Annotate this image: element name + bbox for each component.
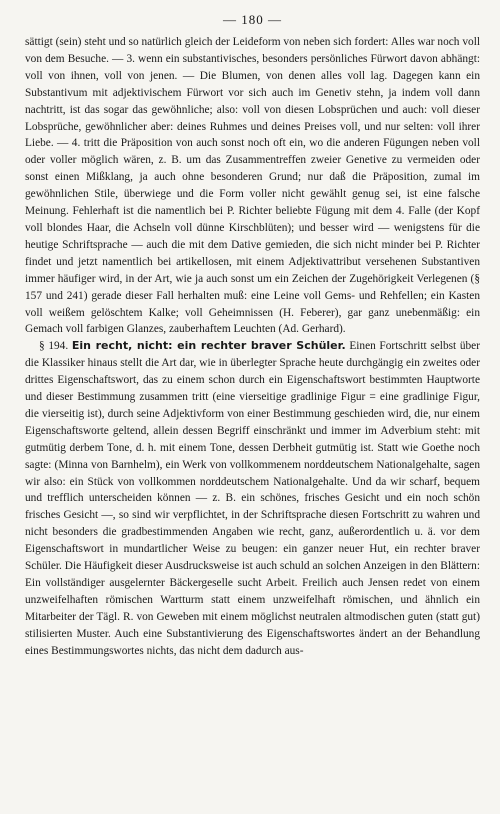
section-194	[25, 338, 480, 659]
section-number: § 194.	[39, 340, 69, 353]
page-body	[25, 34, 480, 660]
section-title: Ein recht, nicht: ein rechter braver Schüler.	[71, 339, 346, 353]
paragraph-continuation: sättigt (sein) steht und so natürlich gleich der Leideform von neben sich fordert: Alles war noch voll von dem Besuche. — 3. wenn ein substantivisches, besonders persönliches Fürwort davon abhängt: voll von ihnen, voll von jenen. — Die Blumen, von denen alles voll lag. Dagegen kann ein Substantivum mit adjektivischem Fürwort vor sich auch im Genetiv stehn, ja indem voll dann nachtritt, ist das sogar das gewöhnliche; also: voll von diesen Lobsprüchen und auch: voll dieser Lobsprüche, gewöhnlicher aber: deines Ruhmes und deines Preises voll, und nur selten: voll ihrer Liebe. — 4. tritt die Präposition von auch sonst noch oft ein, wo die anderen Fügungen neben voll oder voller möglich wären, z. B. um das Zusammentreffen zweier Genetive zu vermeiden oder sonst einen Mißklang, ja auch ohne besonderen Grund; nur daß die Präposition, zumal im gewöhnlichen Stile, überwiege und die Form voller nicht gewählt genug sei, ist eine falsche Meinung. Fehlerhaft ist die namentlich bei P. Richter beliebte Fügung mit dem 4. Falle (der Kopf voll blondes Haar, die Achseln voll dünne Kirschblüten); und besser wird — wenigstens für die heutige Schriftsprache — auch die mit dem Dative gemieden, die sich nicht minder bei P. Richter findet und jetzt namentlich bei artikellosen, mit einem Adjektivattribut versehenen Substantiven immer häufiger wird, in der Art, wie ja auch sonst um ein Zeichen der Zugehörigkeit Verlegenen (§ 157 und 241) gerade dieser Fall herhalten muß: eine Leine voll Gems- und Rehfellen; ein Kasten voll weißem gelöschtem Kalke; voll Geheimnissen (H. Feberer), gar ganz unebenmäßig: ein Gemach voll farbigen Glanzes, zauberhaftem Leuchten (Ad. Gerhard).	[25, 36, 480, 336]
page-number: — 180 —	[223, 12, 282, 27]
section-body: Einen Fortschritt selbst über die Klassiker hinaus stellt die Art dar, wie in überlegter Sprache heute durchgängig ein zweites oder drittes Eigenschaftswort, das zu einem schon durch ein Eigenschaftswort bestimmten Hauptworte und dieser Bestimmung zusammen tritt (eine vierseitige gradlinige Figur = eine gradlinige Figur, die vierseitig ist), durch seine Adjektivform von einer Bestimmung geschieden wird, die, nur einem Eigenschaftsworte geltend, allein dessen Begriff einschränkt und immer im Adverbium steht: mit gutmütig derbem Tone, d. h. mit einem Tone, dessen Derbheit gutmütig ist. Statt wie Goethe noch sagte: (Minna von Barnhelm), ein Werk von vollkommenem norddeutschem Nationalgehalte, sagen wir also: ein Stück von vollkommen norddeutschem Nationalgehalte. Und da wir scharf, bequem und trefflich unterscheiden können — z. B. ein schönes, frisches Gesicht und ein noch schön frisches Gesicht —, so sind wir verpflichtet, in der Schriftsprache diesen Fortschritt zu wahren und nicht besonders die gradbestimmenden Angaben wie recht, ganz, außerordentlich u. ä. vor dem Eigenschaftswort in mundartlicher Weise zu beugen: ein ganzer neuer Hut, ein rechter braver Schüler. Die Häufigkeit dieser Ausdrucksweise ist auch schuld an solchen Anzeigen in den Blättern: Ein vollständiger ausgelernter Bäckergeselle sucht Arbeit. Freilich auch Jensen redet von einem unzweifelhaften römischen Wartturm statt einem unzweifelhaft römischen, und ähnlich ein Mitarbeiter der Tägl. R. von Geweben mit einem möglichst neutralen altmodischen guten (statt gut) stilisierten Muster. Auch eine Substantivierung des Eigenschaftswortes ändert an der Behandlung eines Bestimmungswortes nichts, das nicht dem dadurch aus-	[25, 340, 480, 657]
